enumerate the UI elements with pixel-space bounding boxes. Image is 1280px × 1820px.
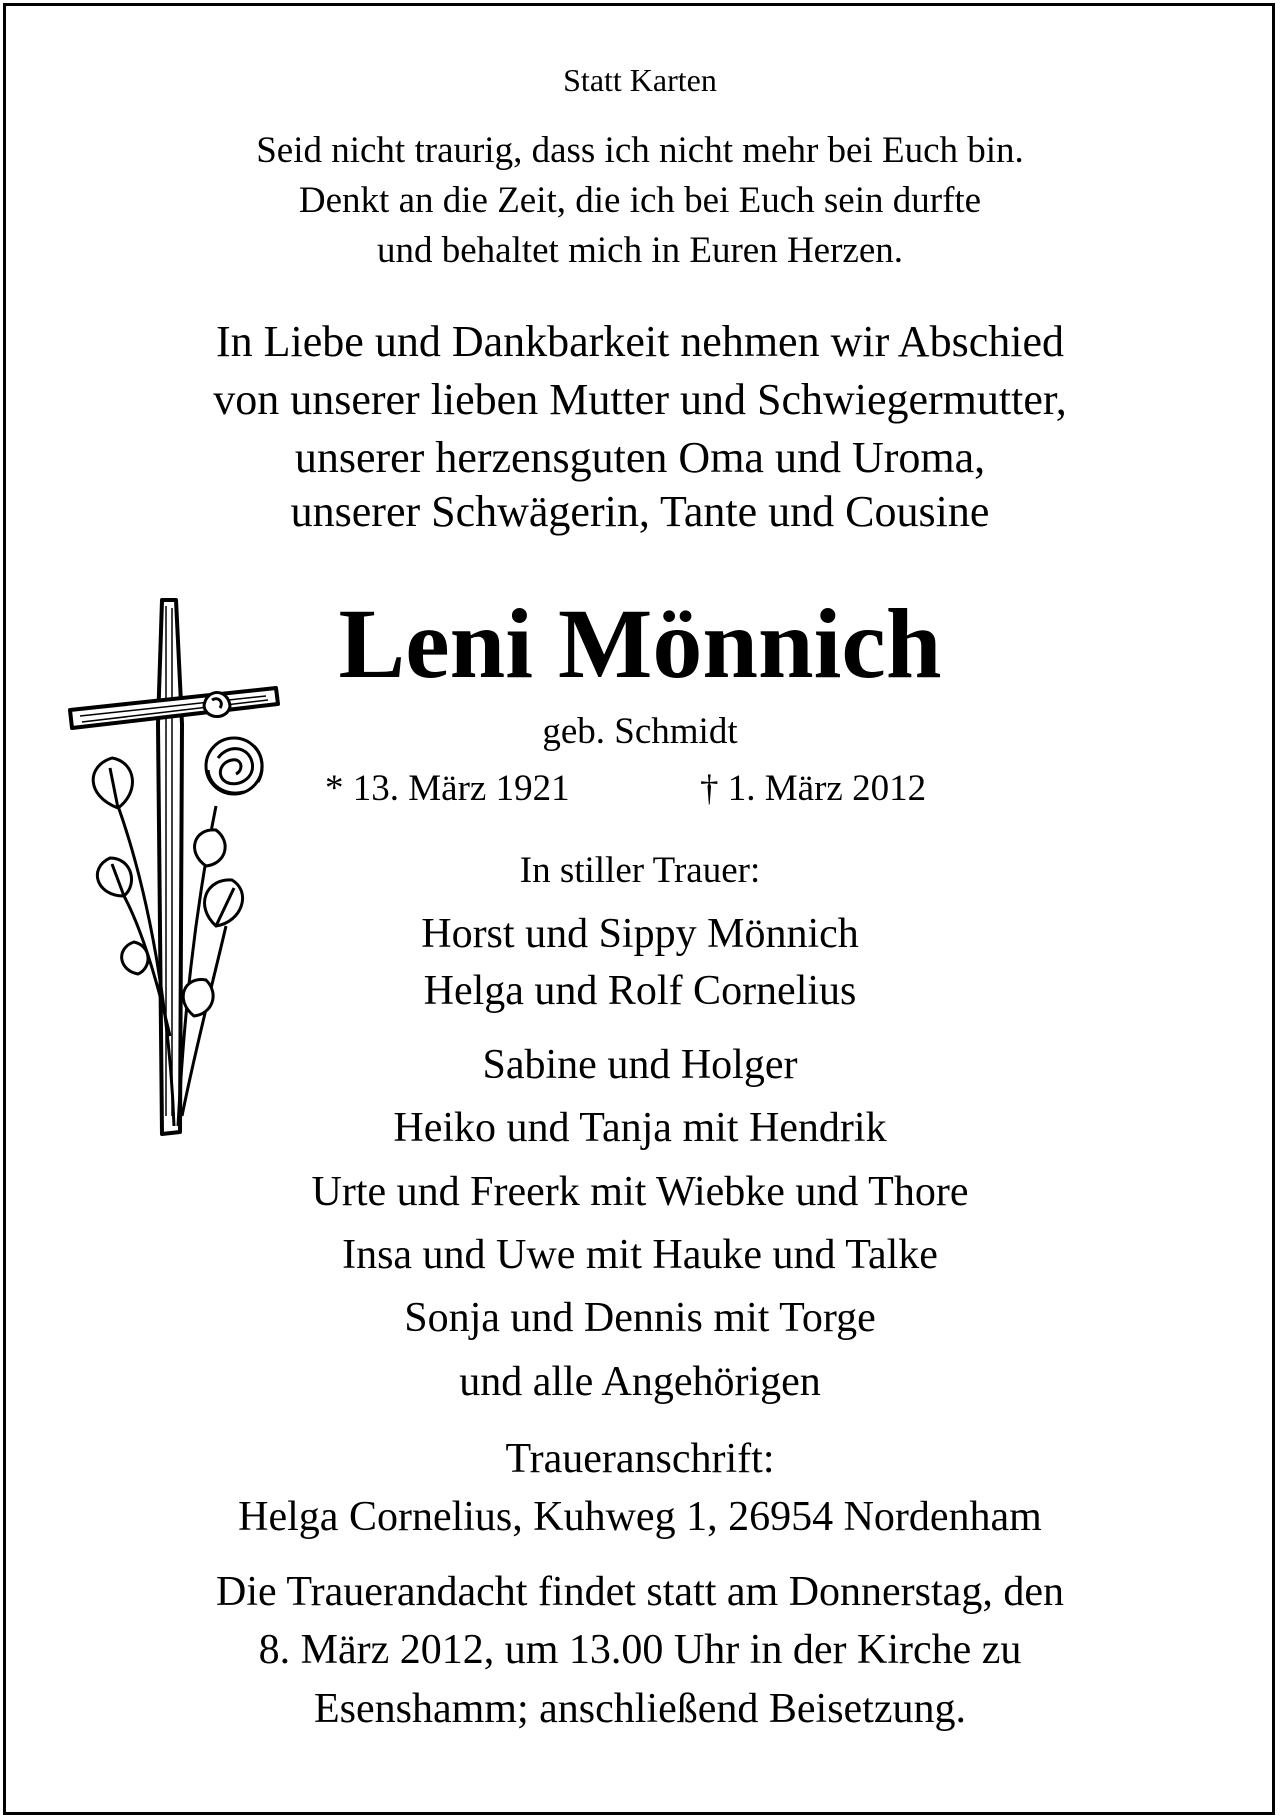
address-label: Traueranschrift:: [505, 1436, 775, 1482]
mourner-line: Sabine und Holger: [482, 1042, 798, 1088]
mourners-heading: In stiller Trauer:: [519, 850, 761, 891]
intro-line: In Liebe und Dankbarkeit nehmen wir Abschied: [216, 317, 1064, 366]
poem-line: Seid nicht traurig, dass ich nicht mehr bei Euch bin.: [256, 130, 1024, 171]
service-line: Esenshamm; anschließend Beisetzung.: [313, 1686, 966, 1732]
intro-line: unserer Schwägerin, Tante und Cousine: [290, 487, 990, 536]
mourner-line: Helga und Rolf Cornelius: [423, 968, 857, 1014]
mourner-line: Sonja und Dennis mit Torge: [404, 1295, 876, 1341]
service-line: 8. März 2012, um 13.00 Uhr in der Kirche zu: [258, 1627, 1022, 1673]
mourner-line: Insa und Uwe mit Hauke und Talke: [342, 1232, 938, 1278]
service-line: Die Trauerandacht findet statt am Donnerstag, den: [216, 1569, 1064, 1615]
birth-date: * 13. März 1921: [325, 768, 570, 809]
deceased-name: Leni Mönnich: [338, 588, 942, 699]
statt-karten: Statt Karten: [563, 62, 717, 98]
mourner-line: Urte und Freerk mit Wiebke und Thore: [311, 1169, 969, 1215]
mourner-line: Heiko und Tanja mit Hendrik: [393, 1105, 887, 1151]
death-date: † 1. März 2012: [700, 768, 927, 809]
address-value: Helga Cornelius, Kuhweg 1, 26954 Nordenham: [238, 1494, 1042, 1540]
cross-with-roses-icon: [66, 596, 281, 1136]
intro-line: von unserer lieben Mutter und Schwiegermutter,: [213, 375, 1067, 424]
intro-line: unserer herzensguten Oma und Uroma,: [294, 433, 986, 482]
poem-line: und behaltet mich in Euren Herzen.: [376, 230, 904, 271]
mourner-line: Horst und Sippy Mönnich: [421, 911, 859, 957]
poem-line: Denkt an die Zeit, die ich bei Euch sein durfte: [298, 180, 982, 221]
maiden-name: geb. Schmidt: [542, 711, 738, 752]
mourner-line: und alle Angehörigen: [459, 1359, 821, 1405]
